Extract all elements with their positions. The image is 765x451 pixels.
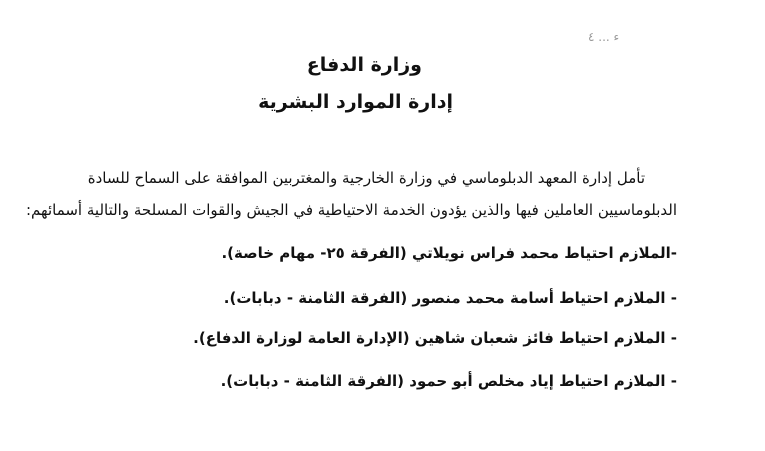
department-title: إدارة الموارد البشرية (258, 91, 453, 113)
list-item: - الملازم احتياط أسامة محمد منصور (الفرقة الثامنة - دبابات). (223, 289, 677, 307)
list-item: - الملازم احتياط إياد مخلص أبو حمود (الفرقة الثامنة - دبابات). (220, 372, 677, 390)
paragraph-line-1: تأمل إدارة المعهد الدبلوماسي في وزارة الخارجية والمغتربين الموافقة على السماح للسادة (87, 169, 645, 187)
ministry-title: وزارة الدفاع (306, 54, 422, 76)
corner-mark: ء ... ٤ (588, 30, 620, 44)
list-item: - الملازم احتياط فائز شعبان شاهين (الإدارة العامة لوزارة الدفاع). (193, 329, 677, 347)
paragraph-line-2: الدبلوماسيين العاملين فيها والذين يؤدون الخدمة الاحتياطية في الجيش والقوات المسلحة والتالية أسمائهم: (26, 201, 677, 219)
list-item: -الملازم احتياط محمد فراس نويلاتي (الفرقة ٢٥- مهام خاصة). (221, 244, 677, 262)
